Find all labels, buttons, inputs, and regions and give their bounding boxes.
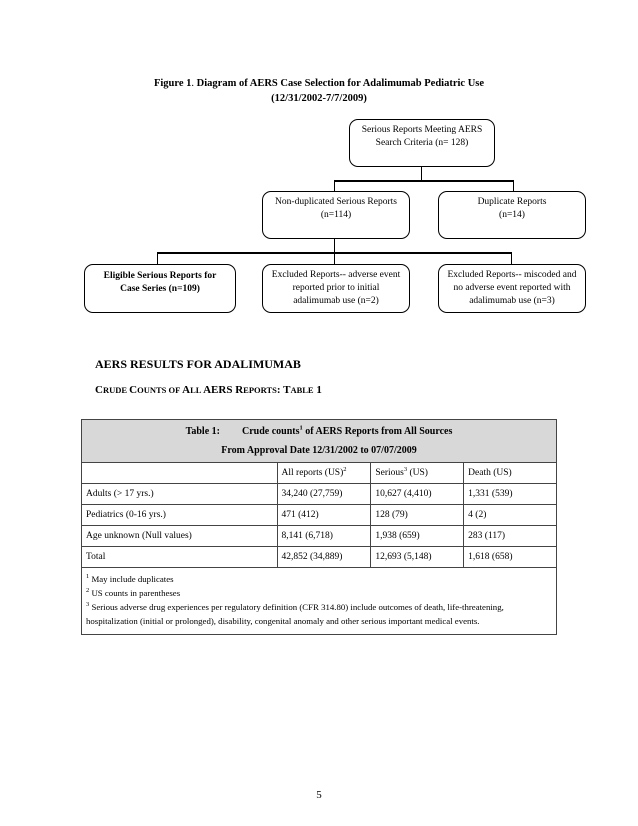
connector: [334, 252, 335, 264]
figure-title-text: Diagram of AERS Case Selection for Adalimumab Pediatric Use: [196, 78, 485, 89]
col-death: Death (US): [464, 463, 557, 484]
col-serious: Serious$^3$ (US): [371, 463, 464, 484]
col-all-reports: All reports (US)$^2$: [277, 463, 371, 484]
table-title: Table 1: Crude counts$^1$ of AERS Reports from All Sources From Approval Date 12/31/2002 to 07/07/2009: [82, 420, 557, 463]
eligible-box: Eligible Serious Reports for Case Series (n=109): [84, 264, 236, 313]
table-row: Age unknown (Null values) 8,141 (6,718) 1,938 (659) 283 (117): [82, 526, 557, 547]
section-subheading: CRUDE COUNTS OF ALL AERS REPORTS: TABLE 1: [95, 384, 322, 396]
non-duplicated-box: Non-duplicated Serious Reports (n=114): [262, 191, 410, 239]
table-row: Pediatrics (0-16 yrs.) 471 (412) 128 (79) 4 (2): [82, 505, 557, 526]
connector: [513, 180, 514, 191]
footnote: $^3$ Serious adverse drug experiences per regulatory definition (CFR 314.80) include outcomes of death, life-threatening, hospitalization (initial or prolonged), disability, congenital anomaly and other serious important medical events.: [86, 601, 504, 626]
connector: [334, 239, 335, 252]
figure-label-sep: .: [191, 78, 195, 89]
footnote: $^2$ US counts in parentheses: [86, 587, 181, 598]
table-subtitle: From Approval Date 12/31/2002 to 07/07/2009: [221, 445, 417, 456]
footnote: $^1$ May include duplicates: [86, 573, 174, 584]
connector: [421, 167, 422, 180]
section-heading: AERS RESULTS FOR ADALIMUMAB: [95, 357, 301, 371]
connector: [334, 180, 335, 191]
figure-title: [0, 76, 638, 106]
duplicate-box: Duplicate Reports (n=14): [438, 191, 586, 239]
table-header-row: [82, 463, 557, 484]
table-row: Adults (> 17 yrs.) 34,240 (27,759) 10,627 (4,410) 1,331 (539): [82, 484, 557, 505]
connector: [157, 252, 158, 264]
figure-dates: (12/31/2002-7/7/2009): [271, 93, 367, 104]
root-box: Serious Reports Meeting AERS Search Criteria (n= 128): [349, 119, 495, 167]
connector: [511, 252, 512, 264]
excluded-miscoded-box: Excluded Reports-- miscoded and no adverse event reported with adalimumab use (n=3): [438, 264, 586, 313]
page-number: 5: [316, 789, 322, 801]
excluded-prior-box: Excluded Reports-- adverse event reported prior to initial adalimumab use (n=2): [262, 264, 410, 313]
table-footnotes: [82, 568, 557, 635]
connector: [334, 180, 514, 182]
crude-counts-table: [81, 419, 557, 635]
figure-label: Figure 1: [153, 78, 192, 89]
table-row: Total 42,852 (34,889) 12,693 (5,148) 1,618 (658): [82, 547, 557, 568]
